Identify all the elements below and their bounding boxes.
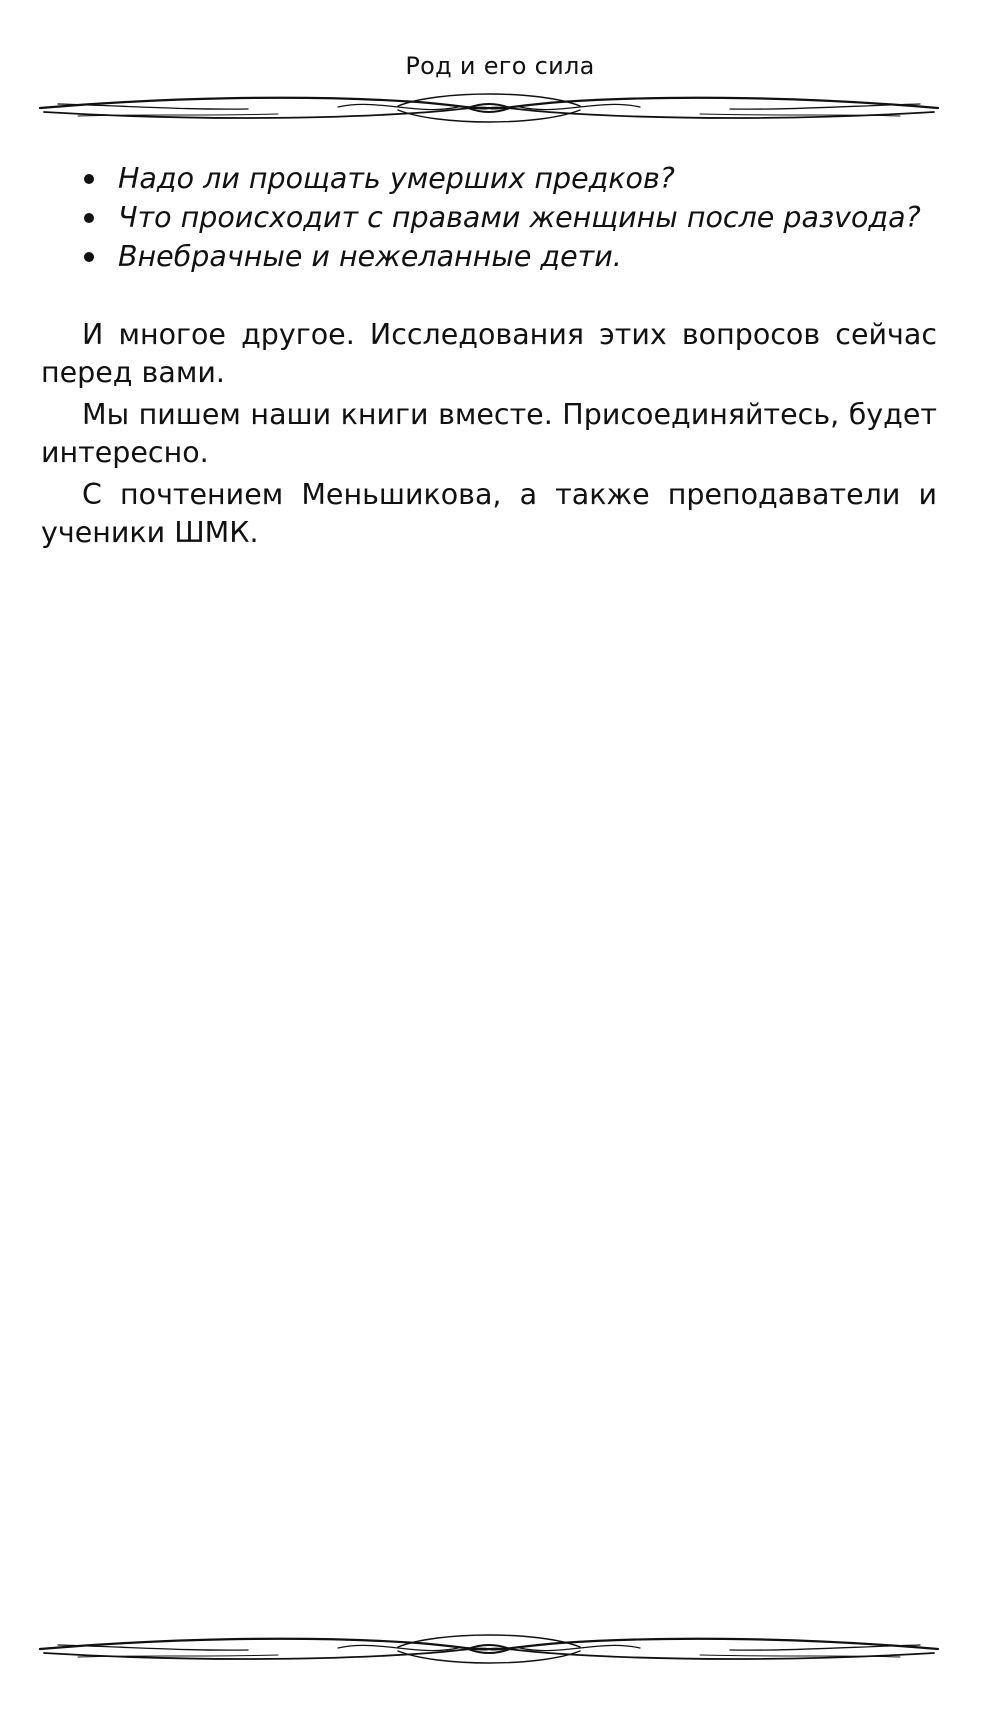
bullet-icon xyxy=(84,213,94,223)
running-head-title: Род и его сила xyxy=(405,52,595,80)
flourish-divider-icon xyxy=(38,86,940,130)
paragraph: Мы пишем наши книги вместе. Присоединяйтесь, будет интересно. xyxy=(41,398,937,469)
body-text xyxy=(41,316,937,552)
bullet-list xyxy=(82,160,937,276)
paragraph: С почтением Меньшикова, а также преподаватели и ученики ШМК. xyxy=(41,478,937,549)
bullet-icon xyxy=(84,174,94,184)
list-item xyxy=(82,238,937,276)
list-item-text: Внебрачные и нежеланные дети. xyxy=(118,240,622,273)
paragraph: И многое другое. Исследования этих вопросов сейчас перед вами. xyxy=(41,318,937,389)
list-item-text: Что происходит с правами женщины после разvода? xyxy=(118,201,921,234)
page-content xyxy=(41,160,937,556)
list-item xyxy=(82,160,937,198)
list-item xyxy=(82,199,937,237)
flourish-divider-icon xyxy=(38,1627,940,1671)
list-item-text: Надо ли прощать умерших предков? xyxy=(118,162,675,195)
bullet-icon xyxy=(84,252,94,262)
